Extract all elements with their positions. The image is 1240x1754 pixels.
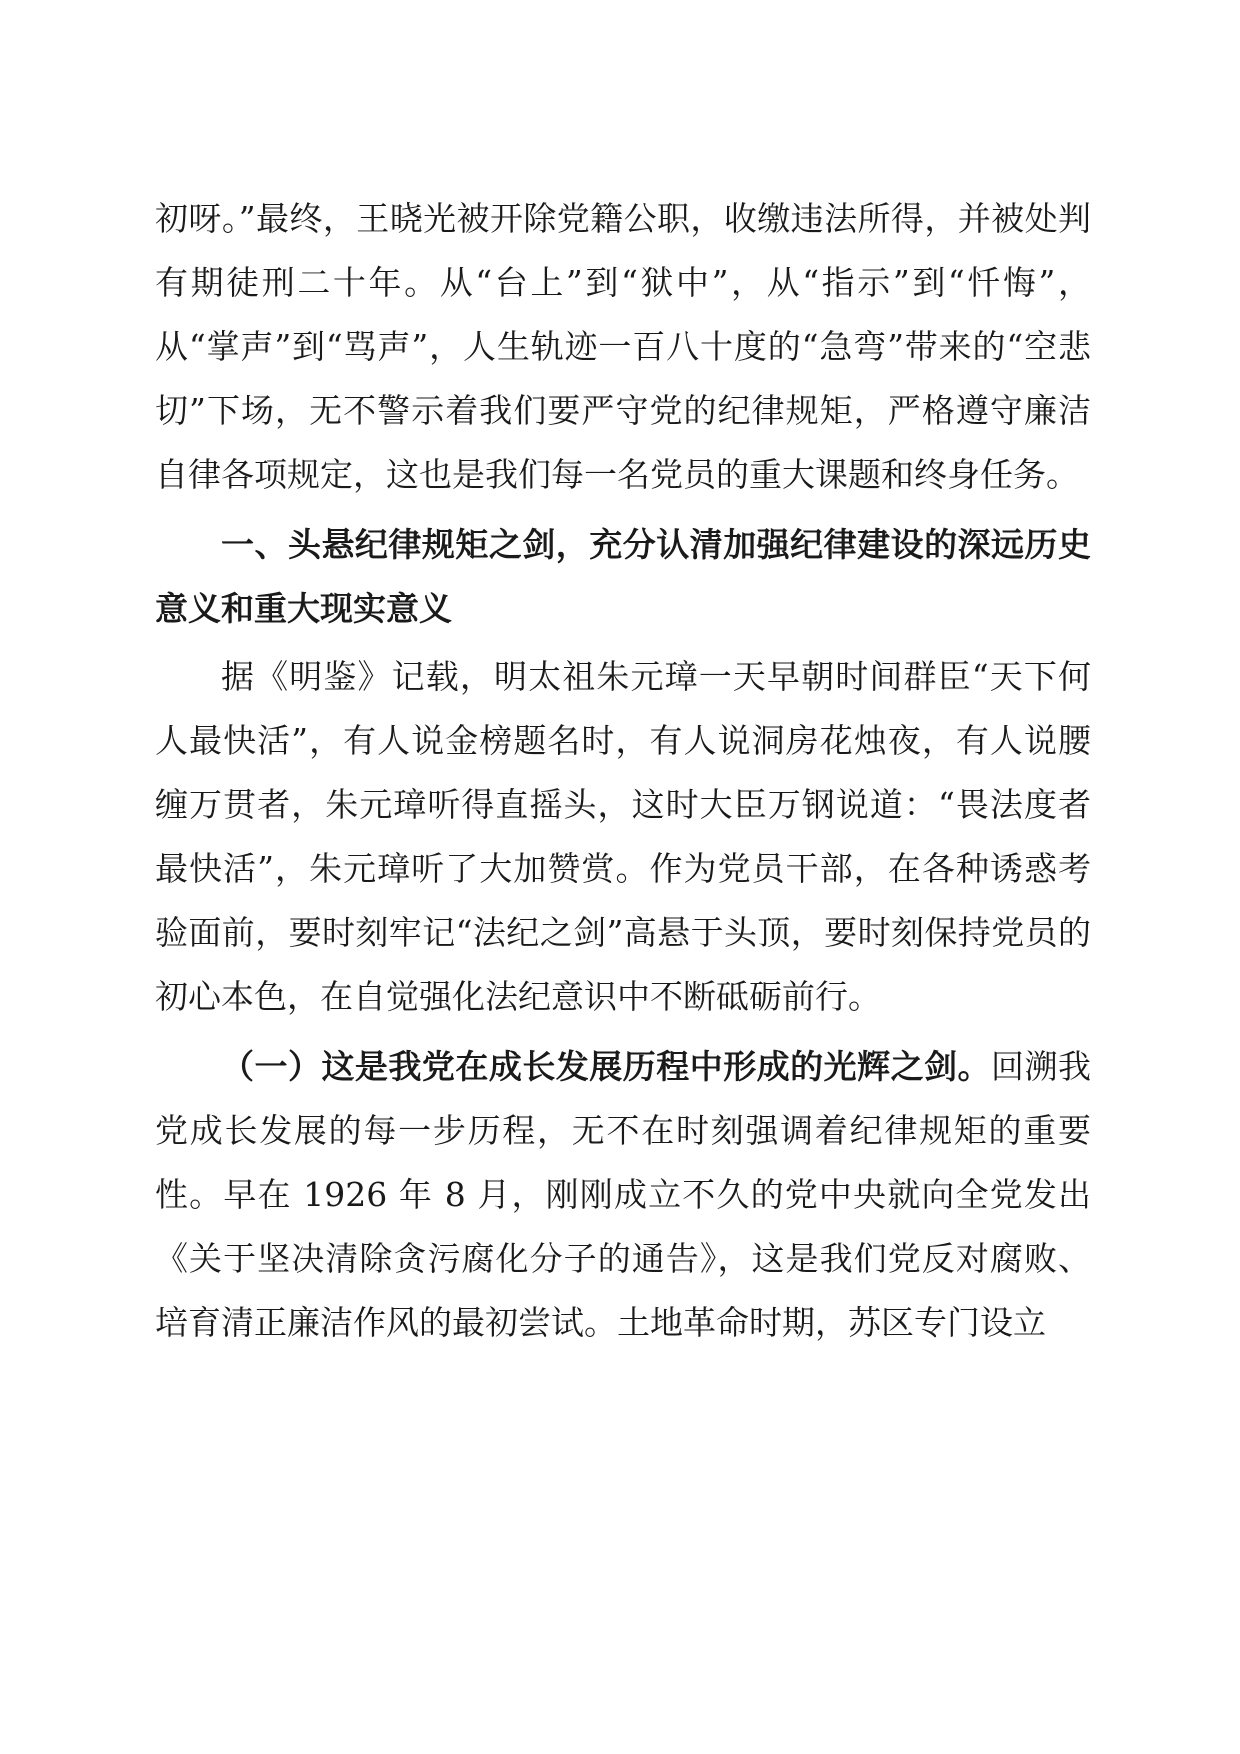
body-paragraph-continued: 初呀。”最终，王晓光被开除党籍公职，收缴违法所得，并被处判有期徒刑二十年。从“台上”到“狱中”，从“指示”到“忏悔”，从“掌声”到“骂声”，人生轨迹一百八十度的“急弯”带来的“空悲切”下场，无不警示着我们要严守党的纪律规矩，严格遵守廉洁自律各项规定，这也是我们每一名党员的重大课题和终身任务。 xyxy=(155,199,1091,494)
section-heading: 一、头悬纪律规矩之剑，充分认清加强纪律建设的深远历史意义和重大现实意义 xyxy=(155,525,1091,628)
document-page xyxy=(155,187,1091,1355)
subsection-paragraph xyxy=(155,1035,1091,1355)
subsection-heading: （一）这是我党在成长发展历程中形成的光辉之剑。 xyxy=(221,1047,992,1086)
body-paragraph: 据《明鉴》记载，明太祖朱元璋一天早朝时间群臣“天下何人最快活”，有人说金榜题名时，有人说洞房花烛夜，有人说腰缠万贯者，朱元璋听得直摇头，这时大臣万钢说道：“畏法度者最快活”，朱元璋听了大加赞赏。作为党员干部，在各种诱惑考验面前，要时刻牢记“法纪之剑”高悬于头顶，要时刻保持党员的初心本色，在自觉强化法纪意识中不断砥砺前行。 xyxy=(155,657,1091,1016)
subsection-body: 回溯我党成长发展的每一步历程，无不在时刻强调着纪律规矩的重要性。早在 1926 年 8 月，刚刚成立不久的党中央就向全党发出《关于坚决清除贪污腐化分子的通告》，这是我们党反对腐败、培育清正廉洁作风的最初尝试。土地革命时期，苏区专门设立 xyxy=(155,1047,1092,1342)
